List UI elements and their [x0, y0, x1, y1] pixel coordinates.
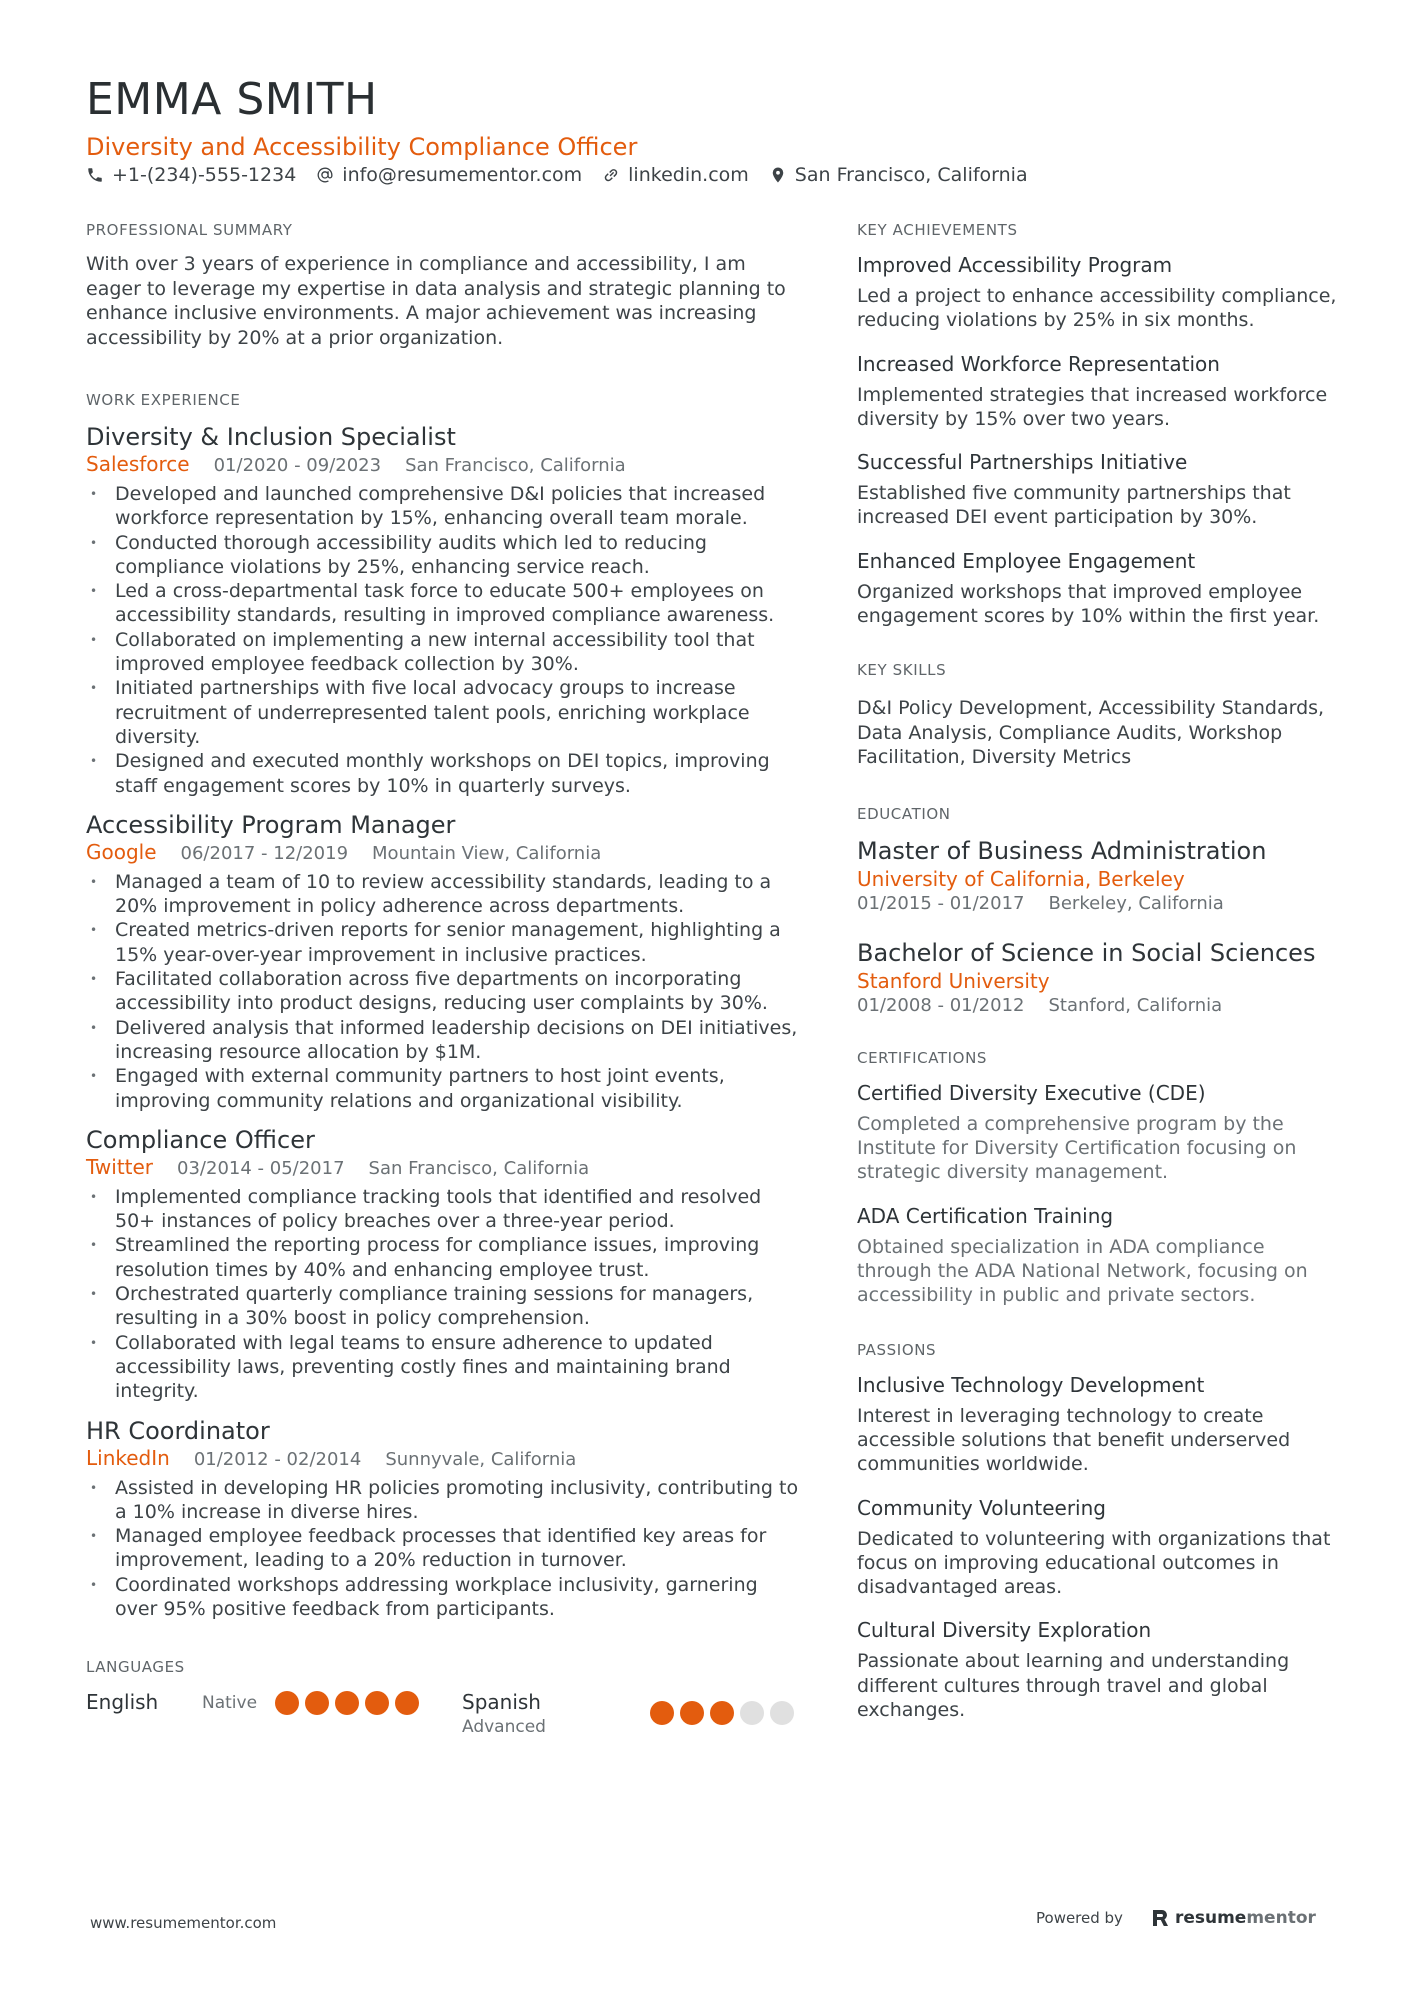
edu-meta: [857, 892, 1337, 916]
achievement-desc: Organized workshops that improved employee engagement scores by 10% within the first year.: [857, 580, 1320, 628]
edu-dates: 01/2008 - 01/2012: [857, 994, 1025, 1016]
at-icon: [316, 166, 334, 184]
education-item: [857, 938, 1337, 1018]
job-title: HR Coordinator: [86, 1416, 270, 1445]
bullet-item: • Led a cross-departmental task force to educate 500+ employees on accessibility standards, resulting in improved compliance awareness.: [86, 579, 806, 628]
job-title: Accessibility Program Manager: [86, 810, 456, 839]
job-meta: [86, 840, 806, 866]
job-location: San Francisco, California: [368, 1157, 590, 1179]
language-english: [86, 1689, 202, 1715]
bullet-item: • Managed a team of 10 to review accessibility standards, leading to a 20% improvement in policy adherence across departments.: [86, 870, 806, 919]
edu-degree: Master of Business Administration: [857, 836, 1267, 865]
achievement-desc: Implemented strategies that increased workforce diversity by 15% over two years.: [857, 383, 1328, 430]
job-company: Google: [86, 839, 157, 864]
brand-bold: resume: [1174, 1908, 1247, 1928]
cert-title: Certified Diversity Executive (CDE): [857, 1080, 1206, 1105]
passion-title: Community Volunteering: [857, 1495, 1106, 1520]
job-location: Mountain View, California: [372, 842, 602, 864]
passion-title: Cultural Diversity Exploration: [857, 1618, 1152, 1643]
section-heading: LANGUAGES: [86, 1658, 185, 1677]
rating-dot: [740, 1701, 764, 1725]
candidate-name: EMMA SMITH: [86, 74, 378, 125]
bullet-item: • Initiated partnerships with five local advocacy groups to increase recruitment of underrepresented talent pools, enriching workplace diversity.: [86, 676, 806, 749]
brand-light: mentor: [1246, 1908, 1316, 1928]
bullet-item: • Streamlined the reporting process for compliance issues, improving resolution times by 40% and enhancing employee trust.: [86, 1233, 806, 1282]
achievement-desc: Established five community partnerships that increased DEI event participation by 30%.: [857, 482, 1291, 529]
experience-section: [86, 390, 806, 1621]
bullet-item: • Collaborated on implementing a new internal accessibility tool that improved employee feedback collection by 30%.: [86, 628, 806, 677]
edu-school: Stanford University: [857, 968, 1050, 993]
certification-item: [857, 1080, 1337, 1185]
bullet-item: • Developed and launched comprehensive D&I policies that increased workforce representation by 15%, enhancing overall team morale.: [86, 482, 806, 531]
summary-section: [86, 220, 806, 350]
achievements-section: [857, 220, 1337, 628]
contact-location: San Francisco, California: [769, 164, 1028, 186]
section-heading: KEY ACHIEVEMENTS: [857, 221, 1018, 239]
job-entry: [86, 1125, 806, 1404]
bullet-item: • Facilitated collaboration across five departments on incorporating accessibility into product designs, reducing user complaints by 30%.: [86, 967, 806, 1016]
education-section: [857, 804, 1337, 1018]
edu-school: University of California, Berkeley: [857, 866, 1185, 891]
section-heading: PROFESSIONAL SUMMARY: [86, 221, 293, 239]
education-item: [857, 836, 1337, 916]
section-heading: PASSIONS: [857, 1340, 937, 1359]
achievement-item: [857, 252, 1337, 333]
section-heading: WORK EXPERIENCE: [86, 391, 241, 409]
achievement-desc: Led a project to enhance accessibility compliance, reducing violations by 25% in six months.: [857, 285, 1337, 332]
language-name: Spanish: [462, 1690, 541, 1715]
achievement-title: Enhanced Employee Engagement: [857, 548, 1196, 573]
edu-degree: Bachelor of Science in Social Sciences: [857, 938, 1316, 967]
passion-item: [857, 1495, 1337, 1600]
language-name: English: [86, 1690, 159, 1715]
language-level: Native: [202, 1693, 258, 1714]
rating-dot: [650, 1701, 674, 1725]
job-meta: [86, 1446, 806, 1472]
rating-dot: [275, 1691, 299, 1715]
bullet-item: • Delivered analysis that informed leadership decisions on DEI initiatives, increasing resource allocation by $1M.: [86, 1016, 806, 1065]
job-entry: [86, 810, 806, 1113]
skills-section: [857, 660, 1337, 770]
job-company: Salesforce: [86, 452, 190, 476]
right-column: [857, 220, 1337, 1740]
achievement-title: Increased Workforce Representation: [857, 351, 1220, 376]
bullet-item: • Conducted thorough accessibility audits which led to reducing compliance violations by 25%, enhancing service reach.: [86, 531, 806, 580]
passion-desc: Dedicated to volunteering with organizations that focus on improving educational outcomes in disadvantaged areas.: [857, 1527, 1331, 1599]
contact-phone[interactable]: +1-(234)-555-1234: [86, 164, 296, 186]
contact-linkedin[interactable]: linkedin.com: [602, 164, 749, 186]
bullet-item: • Assisted in developing HR policies promoting inclusivity, contributing to a 10% increase in diverse hires.: [86, 1476, 806, 1525]
achievement-title: Successful Partnerships Initiative: [857, 450, 1188, 475]
job-title: Diversity & Inclusion Specialist: [86, 423, 456, 451]
job-entry: [86, 1416, 806, 1622]
rating-dots-english: [275, 1691, 462, 1715]
footer-powered-by[interactable]: [1036, 1908, 1316, 1928]
section-heading: CERTIFICATIONS: [857, 1048, 988, 1067]
passions-section: [857, 1340, 1337, 1723]
job-entry: [86, 422, 806, 798]
bullet-item: • Engaged with external community partners to host joint events, improving community relations and organizational visibility.: [86, 1064, 806, 1113]
left-column: [86, 220, 806, 1739]
job-meta: [86, 452, 806, 478]
job-dates: 03/2014 - 05/2017: [177, 1157, 345, 1179]
achievement-item: [857, 449, 1337, 530]
resumementor-logo: [1151, 1908, 1316, 1928]
edu-meta: [857, 994, 1337, 1018]
edu-dates: 01/2015 - 01/2017: [857, 892, 1025, 914]
contact-bar: [86, 164, 1048, 186]
job-location: Sunnyvale, California: [385, 1448, 577, 1470]
languages-section: [86, 1657, 806, 1739]
cert-desc: Obtained specialization in ADA compliance through the ADA National Network, focusing on accessibility in public and private sectors.: [857, 1235, 1308, 1307]
bullet-item: • Created metrics-driven reports for senior management, highlighting a 15% year-over-year improvement in inclusive practices.: [86, 918, 806, 967]
cert-title: ADA Certification Training: [857, 1203, 1114, 1228]
section-heading: KEY SKILLS: [857, 661, 947, 680]
rating-dot: [680, 1701, 704, 1725]
bullet-item: • Implemented compliance tracking tools that identified and resolved 50+ instances of policy breaches over a three-year period.: [86, 1185, 806, 1234]
summary-text: With over 3 years of experience in compliance and accessibility, I am eager to leverage my expertise in data analysis and strategic planning to enhance inclusive environments. A major achievement was increasing accessibility by 20% at a prior organization.: [86, 253, 786, 349]
job-location: San Francisco, California: [405, 455, 626, 476]
bullet-item: • Collaborated with legal teams to ensure adherence to updated accessibility laws, preventing costly fines and maintaining brand integrity.: [86, 1331, 806, 1404]
location-pin-icon: [769, 166, 787, 184]
contact-email[interactable]: info@resumementor.com: [316, 164, 582, 186]
passion-title: Inclusive Technology Development: [857, 1372, 1205, 1397]
achievement-title: Improved Accessibility Program: [857, 253, 1173, 277]
rating-dot: [365, 1691, 389, 1715]
languages-row: [86, 1689, 806, 1739]
passion-desc: Passionate about learning and understanding different cultures through travel and global exchanges.: [857, 1650, 1290, 1722]
powered-by-label: Powered by: [1036, 1909, 1123, 1927]
bullet-item: • Orchestrated quarterly compliance training sessions for managers, resulting in a 30% boost in policy comprehension.: [86, 1282, 806, 1331]
achievement-item: [857, 548, 1337, 629]
job-meta: [86, 1155, 806, 1181]
job-bullets: [86, 870, 806, 1113]
link-icon: [602, 166, 620, 184]
job-company: LinkedIn: [86, 1445, 170, 1470]
resumementor-logo-icon: [1151, 1908, 1169, 1928]
passion-item: [857, 1372, 1337, 1477]
section-heading: EDUCATION: [857, 804, 951, 823]
achievement-item: [857, 351, 1337, 432]
candidate-title: Diversity and Accessibility Compliance Officer: [86, 133, 638, 161]
bullet-item: • Designed and executed monthly workshops on DEI topics, improving staff engagement scores by 10% in quarterly surveys.: [86, 749, 806, 798]
job-bullets: [86, 482, 806, 798]
rating-dot: [395, 1691, 419, 1715]
job-dates: 01/2012 - 02/2014: [193, 1448, 362, 1470]
rating-dot: [335, 1691, 359, 1715]
job-company: Twitter: [86, 1154, 154, 1179]
edu-location: Berkeley, California: [1048, 892, 1224, 914]
bullet-item: • Managed employee feedback processes that identified key areas for improvement, leading to a 20% reduction in turnover.: [86, 1524, 806, 1573]
skills-text: D&I Policy Development, Accessibility Standards, Data Analysis, Compliance Audits, Workshop Facilitation, Diversity Metrics: [857, 697, 1325, 769]
certification-item: [857, 1203, 1337, 1308]
footer-website-link[interactable]: www.resumementor.com: [90, 1914, 277, 1932]
passion-item: [857, 1617, 1337, 1722]
bullet-item: • Coordinated workshops addressing workplace inclusivity, garnering over 95% positive feedback from participants.: [86, 1573, 806, 1622]
rating-dot: [770, 1701, 794, 1725]
language-level: Advanced: [462, 1717, 546, 1738]
job-title: Compliance Officer: [86, 1125, 315, 1154]
rating-dot: [305, 1691, 329, 1715]
language-spanish: [462, 1689, 650, 1739]
rating-dots-spanish: [650, 1701, 800, 1725]
job-bullets: [86, 1476, 806, 1622]
job-dates: 01/2020 - 09/2023: [213, 455, 382, 476]
phone-icon: [86, 166, 104, 184]
job-bullets: [86, 1185, 806, 1404]
edu-location: Stanford, California: [1048, 994, 1223, 1016]
certifications-section: [857, 1048, 1337, 1308]
rating-dot: [710, 1701, 734, 1725]
cert-desc: Completed a comprehensive program by the Institute for Diversity Certification focusing on strategic diversity management.: [857, 1112, 1297, 1184]
passion-desc: Interest in leveraging technology to create accessible solutions that benefit underserved communities worldwide.: [857, 1404, 1291, 1476]
job-dates: 06/2017 - 12/2019: [180, 842, 349, 864]
